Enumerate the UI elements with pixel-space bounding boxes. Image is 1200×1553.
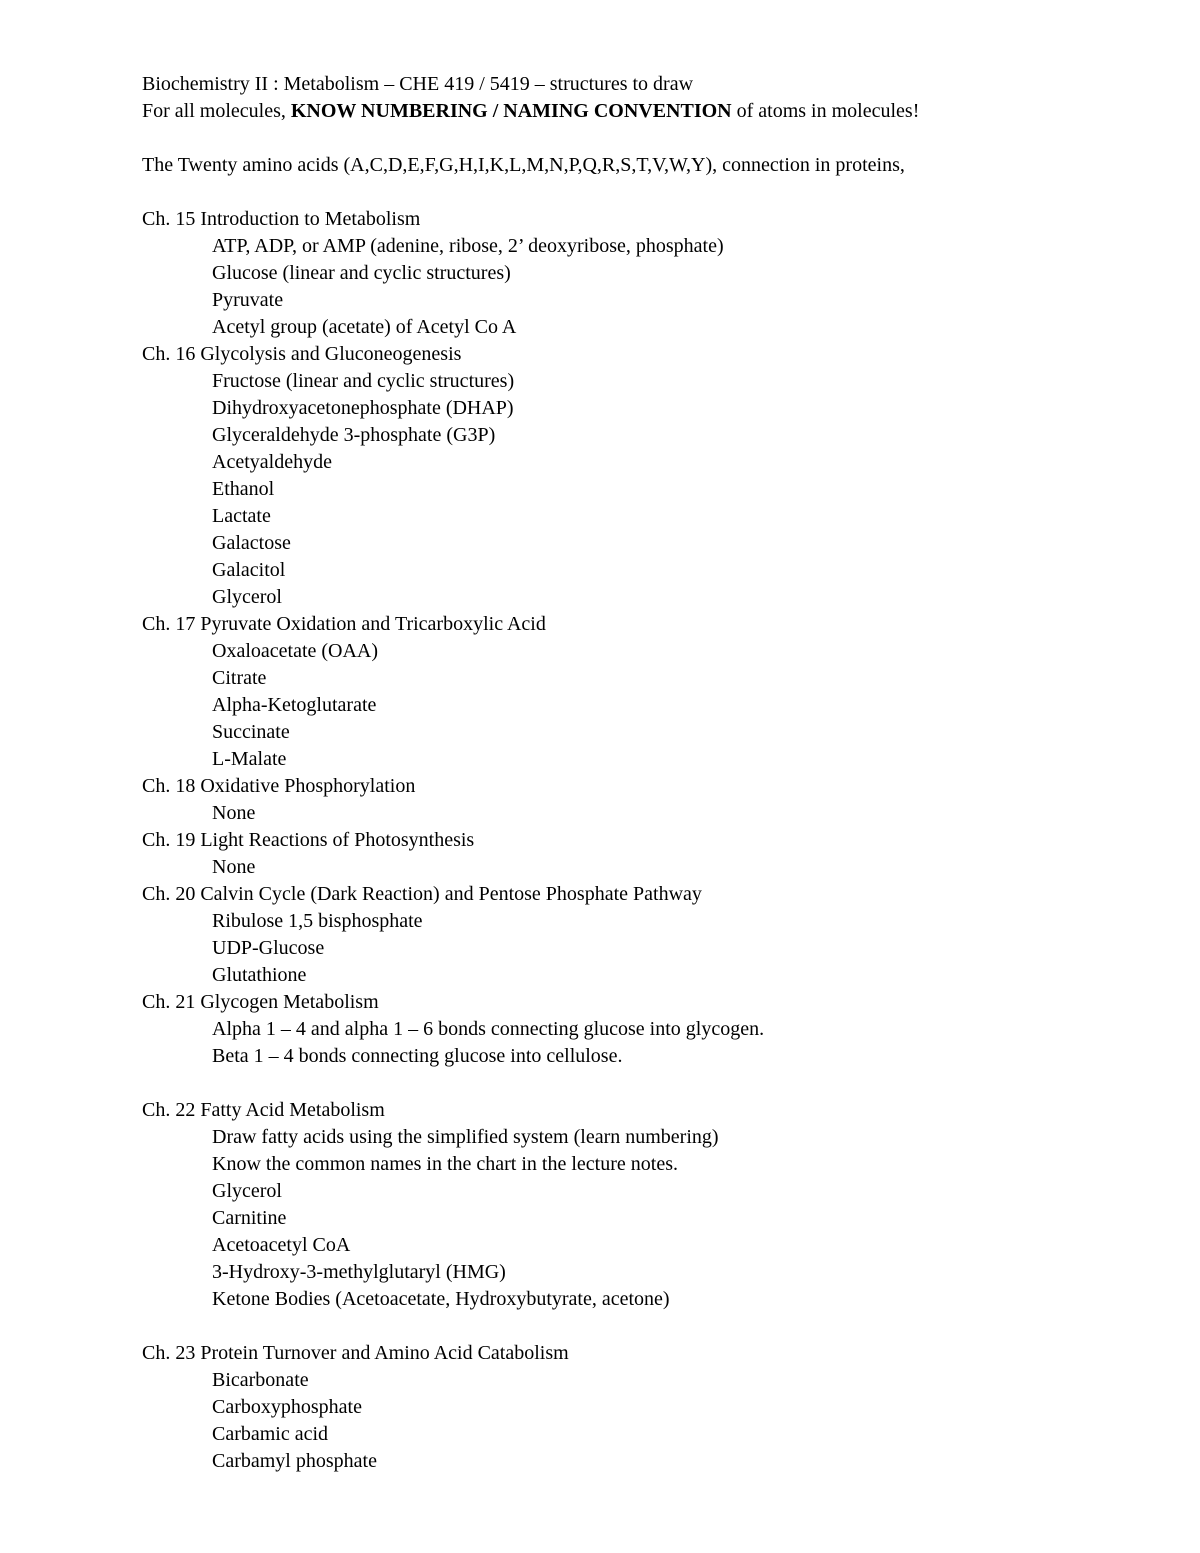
chapter-heading: Ch. 19 Light Reactions of Photosynthesis <box>142 829 475 851</box>
list-item: Ethanol <box>212 478 275 500</box>
document-title: Biochemistry II : Metabolism – CHE 419 / 5419 – structures to draw <box>142 73 694 95</box>
list-item: Beta 1 – 4 bonds connecting glucose into cellulose. <box>212 1045 623 1067</box>
list-item: Lactate <box>212 505 271 527</box>
list-item: Draw fatty acids using the simplified system (learn numbering) <box>212 1126 719 1148</box>
spacer <box>142 179 1162 206</box>
list-item: Know the common names in the chart in the lecture notes. <box>212 1153 678 1175</box>
chapter-heading: Ch. 21 Glycogen Metabolism <box>142 991 379 1013</box>
list-item: Glyceraldehyde 3-phosphate (G3P) <box>212 424 496 446</box>
list-item: None <box>212 856 256 878</box>
chapter-heading: Ch. 23 Protein Turnover and Amino Acid Catabolism <box>142 1342 569 1364</box>
chapter-21-section <box>142 989 1162 1070</box>
chapter-heading: Ch. 15 Introduction to Metabolism <box>142 208 421 230</box>
list-item: Dihydroxyacetonephosphate (DHAP) <box>212 397 514 419</box>
amino-acids-line: The Twenty amino acids (A,C,D,E,F,G,H,I,K,L,M,N,P,Q,R,S,T,V,W,Y), connection in proteins, <box>142 154 905 176</box>
list-item: Oxaloacetate (OAA) <box>212 640 379 662</box>
list-item: Alpha 1 – 4 and alpha 1 – 6 bonds connecting glucose into glycogen. <box>212 1018 765 1040</box>
document-body <box>142 71 1162 1475</box>
list-item: Glycerol <box>212 586 282 608</box>
list-item: Carbamyl phosphate <box>212 1450 377 1472</box>
chapter-heading: Ch. 20 Calvin Cycle (Dark Reaction) and Pentose Phosphate Pathway <box>142 883 702 905</box>
note-prefix: For all molecules, <box>142 100 291 122</box>
list-item: Carnitine <box>212 1207 287 1229</box>
list-item: Citrate <box>212 667 267 689</box>
list-item: Acetoacetyl CoA <box>212 1234 351 1256</box>
chapter-16-section <box>142 341 1162 611</box>
list-item: Ribulose 1,5 bisphosphate <box>212 910 423 932</box>
note-emphasis: KNOW NUMBERING / NAMING CONVENTION <box>290 100 732 122</box>
list-item: Glycerol <box>212 1180 282 1202</box>
chapter-22-section <box>142 1097 1162 1313</box>
spacer <box>142 1313 1162 1340</box>
list-item: ATP, ADP, or AMP (adenine, ribose, 2’ deoxyribose, phosphate) <box>212 235 724 257</box>
spacer <box>142 125 1162 152</box>
list-item: 3-Hydroxy-3-methylglutaryl (HMG) <box>212 1261 506 1283</box>
note-suffix: of atoms in molecules! <box>731 100 920 122</box>
chapter-heading: Ch. 17 Pyruvate Oxidation and Tricarboxylic Acid <box>142 613 546 635</box>
chapter-20-section <box>142 881 1162 989</box>
list-item: Acetyl group (acetate) of Acetyl Co A <box>212 316 517 338</box>
list-item: Alpha-Ketoglutarate <box>212 694 377 716</box>
chapter-heading: Ch. 18 Oxidative Phosphorylation <box>142 775 416 797</box>
list-item: UDP-Glucose <box>212 937 325 959</box>
list-item: Carbamic acid <box>212 1423 329 1445</box>
chapter-heading: Ch. 16 Glycolysis and Gluconeogenesis <box>142 343 462 365</box>
chapter-17-section <box>142 611 1162 773</box>
list-item: Galactose <box>212 532 291 554</box>
list-item: Glucose (linear and cyclic structures) <box>212 262 511 284</box>
chapter-heading: Ch. 22 Fatty Acid Metabolism <box>142 1099 385 1121</box>
list-item: None <box>212 802 256 824</box>
chapter-19-section <box>142 827 1162 881</box>
list-item: Fructose (linear and cyclic structures) <box>212 370 515 392</box>
list-item: Galacitol <box>212 559 286 581</box>
chapter-23-section <box>142 1340 1162 1475</box>
list-item: Pyruvate <box>212 289 284 311</box>
list-item: L-Malate <box>212 748 287 770</box>
spacer <box>142 1070 1162 1097</box>
list-item: Glutathione <box>212 964 307 986</box>
chapter-15-section <box>142 206 1162 341</box>
list-item: Ketone Bodies (Acetoacetate, Hydroxybutyrate, acetone) <box>212 1288 670 1310</box>
naming-convention-note <box>142 98 1162 125</box>
list-item: Acetyaldehyde <box>212 451 332 473</box>
list-item: Succinate <box>212 721 290 743</box>
list-item: Bicarbonate <box>212 1369 309 1391</box>
list-item: Carboxyphosphate <box>212 1396 362 1418</box>
chapter-18-section <box>142 773 1162 827</box>
